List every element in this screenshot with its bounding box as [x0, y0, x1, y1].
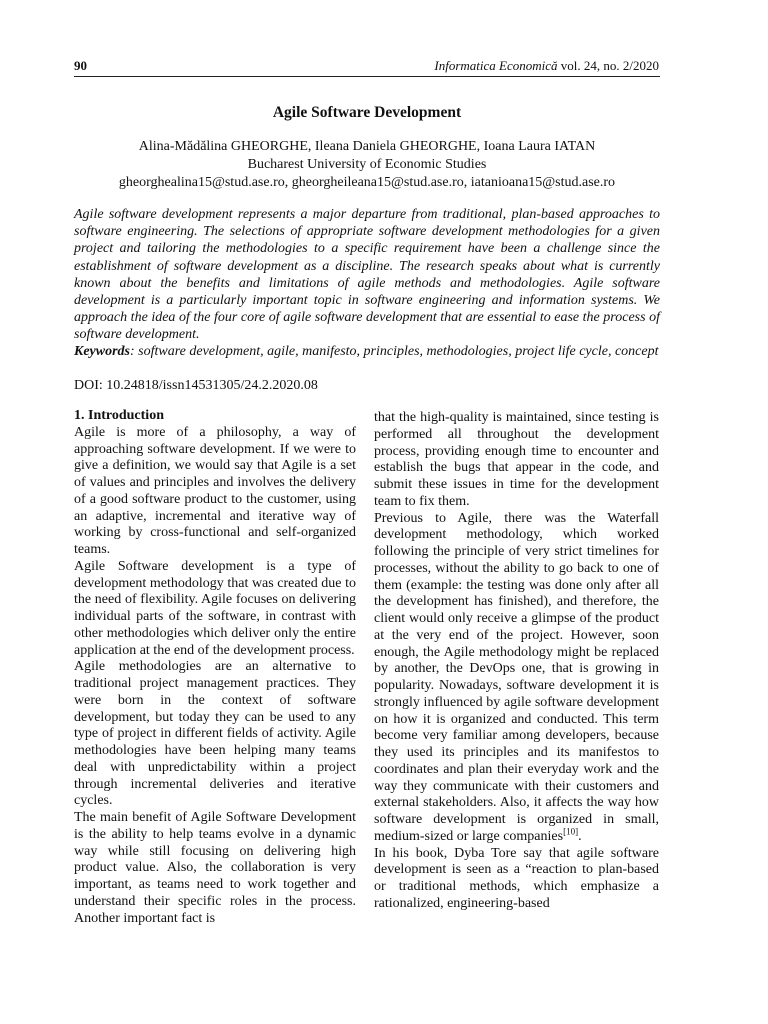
- body-paragraph: In his book, Dyba Tore say that agile software development is seen as a “reaction to plan-based or traditional methods, which emphasize a rationalized, engineering-based: [374, 845, 659, 911]
- sentence-end: .: [578, 828, 582, 844]
- journal-name: Informatica Economică: [434, 58, 558, 73]
- left-column: [74, 408, 356, 927]
- journal-issue: vol. 24, no. 2/2020: [557, 58, 659, 73]
- author-affiliation: Bucharest University of Economic Studies: [247, 157, 487, 172]
- author-block: [74, 138, 660, 192]
- body-paragraph-with-citation: [374, 511, 659, 846]
- keywords-text: : software development, agile, manifesto, principles, methodologies, project life cycle, concept: [130, 344, 659, 359]
- running-header: [74, 58, 659, 76]
- doi: DOI: 10.24818/issn14531305/24.2.2020.08: [74, 378, 318, 393]
- paper-title: Agile Software Development: [272, 104, 462, 121]
- body-paragraph: The main benefit of Agile Software Development is the ability to help teams evolve in a dynamic way while still focusing on delivering high product value. Also, the collaboration is very important, as teams need to work together and understand their specific roles in the process. Another important fact is: [74, 810, 356, 926]
- section-heading: 1. Introduction: [74, 408, 164, 423]
- abstract: Agile software development represents a major departure from traditional, plan-based approaches to software engineering. The selections of appropriate software development methodologies for a given project and tailoring the methodologies to a specific requirement have been a challenge since the establishment of software development as a discipline. The research speaks about what is currently known about the benefits and limitations of agile methods and methodologies. Agile software development is a particularly important topic in software engineering and information systems. We approach the idea of the four core of agile software development that are essential to ease the process of software development.: [74, 207, 660, 343]
- right-column: [374, 410, 659, 913]
- journal-citation: [434, 58, 659, 74]
- body-paragraph: that the high-quality is maintained, since testing is performed all throughout the development process, providing enough time to encounter and establish the bugs that appear in the code, and submit these issues in time for the development team to fix them.: [374, 410, 659, 509]
- body-paragraph: Agile methodologies are an alternative to traditional project management practices. They were born in the context of software development, but today they can be used to any type of project in different fields of activity. Agile methodologies have been helping many teams deal with unpredictability within a project through incremental deliveries and iterative cycles.: [74, 659, 356, 809]
- header-rule: [74, 76, 660, 77]
- body-paragraph: Agile Software development is a type of development methodology that was created due to the need of flexibility. Agile focuses on delivering individual parts of the software, in contrast with other methodologies which deliver only the entire application at the end of the development process.: [74, 558, 356, 658]
- page-number: 90: [74, 58, 87, 73]
- author-names: Alina-Mădălina GHEORGHE, Ileana Daniela GHEORGHE, Ioana Laura IATAN: [138, 139, 596, 154]
- citation-reference: [10]: [563, 826, 579, 837]
- author-emails: gheorghealina15@stud.ase.ro, gheorgheileana15@stud.ase.ro, iatanioana15@stud.ase.ro: [118, 175, 616, 190]
- keywords-label: Keywords: [74, 344, 130, 359]
- keywords: [74, 343, 660, 360]
- body-paragraph: Agile is more of a philosophy, a way of approaching software development. If we were to give a definition, we would say that Agile is a set of values and principles and involves the delivery of a good software product to the customer, using an adaptive, incremental and iterative way of working by cross-functional and self-organized teams.: [74, 424, 356, 557]
- body-text: Previous to Agile, there was the Waterfall development methodology, which worked following the principle of very strict timelines for processes, without the ability to go back to one of them (example: the testing was done only after all the development has finished), and therefore, the client would only receive a glimpse of the product at the very end of the project. However, soon enough, the Agile methodology might be replaced by another, the DevOps one, that is growing in popularity. Nowadays, software development it is strongly influenced by agile software development on how it is organized and conducted. This term become very familiar among developers, because they used its principles and its manifestos to coordinates and plan their everyday work and the way they communicate with their customers and external stakeholders. Also, it affects the way how software development is organized in small, medium-sized or large companies: [374, 510, 659, 844]
